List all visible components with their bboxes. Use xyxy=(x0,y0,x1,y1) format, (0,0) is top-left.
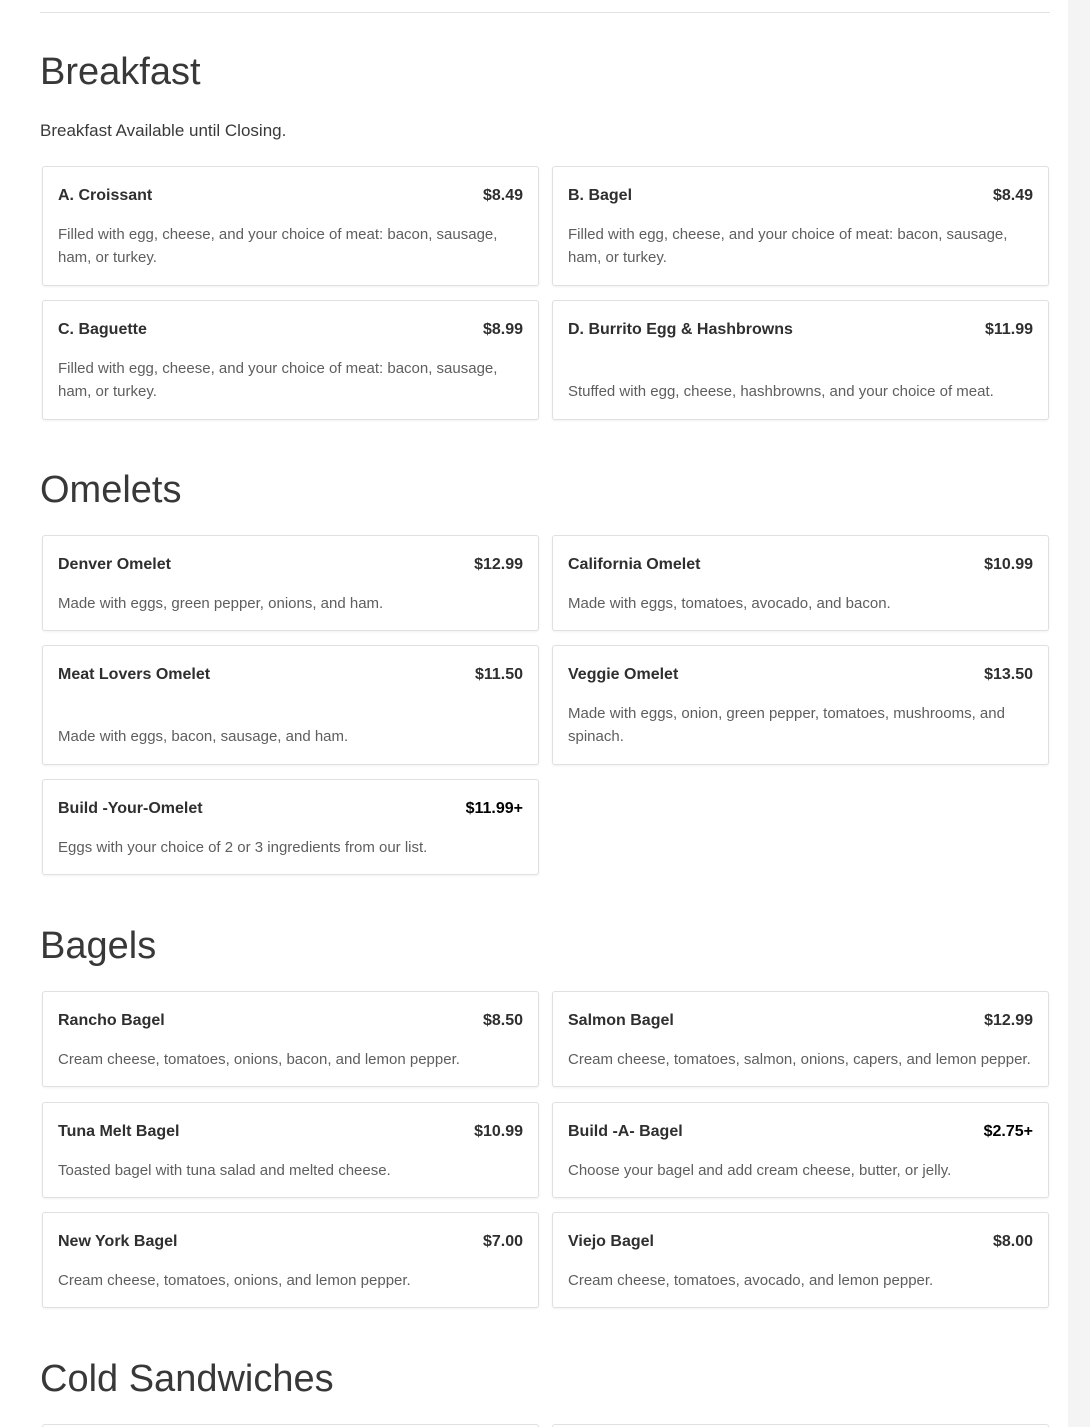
menu-item-card[interactable] xyxy=(42,991,539,1087)
item-price: $13.50 xyxy=(984,666,1033,683)
item-name: New York Bagel xyxy=(58,1233,178,1250)
menu-item-card[interactable] xyxy=(42,645,539,765)
item-name: D. Burrito Egg & Hashbrowns xyxy=(568,321,793,338)
item-price: $8.99 xyxy=(482,321,523,338)
item-name: C. Baguette xyxy=(58,321,147,338)
item-description: Cream cheese, tomatoes, onions, bacon, and lemon pepper. xyxy=(58,1051,460,1068)
item-price: $8.49 xyxy=(992,187,1033,204)
item-description: Made with eggs, onion, green pepper, tomatoes, mushrooms, and spinach. xyxy=(568,705,1005,745)
item-description: Stuffed with egg, cheese, hashbrowns, and your choice of meat. xyxy=(568,383,994,400)
item-price: $10.99 xyxy=(984,556,1033,573)
section-breakfast xyxy=(40,51,1050,140)
item-description: Made with eggs, tomatoes, avocado, and bacon. xyxy=(568,595,891,612)
item-description: Filled with egg, cheese, and your choice of meat: bacon, sausage, ham, or turkey. xyxy=(58,360,498,400)
menu-item-card[interactable] xyxy=(552,645,1049,765)
item-name: Build -A- Bagel xyxy=(568,1123,683,1140)
item-name: Denver Omelet xyxy=(58,556,171,573)
section-cold-sandwiches xyxy=(40,1358,1050,1400)
item-price: $8.50 xyxy=(482,1012,523,1029)
item-price: $11.99 xyxy=(984,321,1033,338)
menu-page xyxy=(40,0,1050,1427)
item-price: $11.50 xyxy=(474,666,523,683)
section-note: Breakfast Available until Closing. xyxy=(40,121,287,140)
menu-item-card[interactable] xyxy=(42,779,539,875)
item-price: $11.99+ xyxy=(465,800,523,817)
item-description: Cream cheese, tomatoes, onions, and lemon pepper. xyxy=(58,1272,411,1289)
menu-item-card[interactable] xyxy=(42,1102,539,1198)
item-price: $2.75+ xyxy=(983,1123,1033,1140)
item-description: Filled with egg, cheese, and your choice of meat: bacon, sausage, ham, or turkey. xyxy=(568,226,1008,266)
section-title: Cold Sandwiches xyxy=(40,1358,334,1400)
menu-item-card[interactable] xyxy=(552,1212,1049,1308)
item-name: Tuna Melt Bagel xyxy=(58,1123,180,1140)
item-name: Rancho Bagel xyxy=(58,1012,165,1029)
item-description: Cream cheese, tomatoes, salmon, onions, capers, and lemon pepper. xyxy=(568,1051,1031,1068)
item-description: Made with eggs, green pepper, onions, and ham. xyxy=(58,595,384,612)
item-description: Made with eggs, bacon, sausage, and ham. xyxy=(58,728,349,745)
item-name: Viejo Bagel xyxy=(568,1233,654,1250)
section-title: Omelets xyxy=(40,469,182,511)
menu-item-card[interactable] xyxy=(42,166,539,286)
item-price: $8.00 xyxy=(992,1233,1033,1250)
item-name: Salmon Bagel xyxy=(568,1012,674,1029)
section-title: Breakfast xyxy=(40,51,201,93)
menu-item-card[interactable] xyxy=(552,166,1049,286)
menu-item-card[interactable] xyxy=(552,991,1049,1087)
menu-item-card[interactable] xyxy=(42,300,539,420)
menu-item-card[interactable] xyxy=(552,1102,1049,1198)
item-name: B. Bagel xyxy=(568,187,633,204)
item-description: Choose your bagel and add cream cheese, butter, or jelly. xyxy=(568,1162,952,1179)
scrollbar-track[interactable] xyxy=(1068,0,1090,1427)
menu-item-card[interactable] xyxy=(42,535,539,631)
item-name: Veggie Omelet xyxy=(568,666,679,683)
section-bagels xyxy=(40,925,1050,967)
menu-item-card[interactable] xyxy=(552,535,1049,631)
section-title: Bagels xyxy=(40,925,157,967)
menu-item-card[interactable] xyxy=(42,1212,539,1308)
item-description: Filled with egg, cheese, and your choice of meat: bacon, sausage, ham, or turkey. xyxy=(58,226,498,266)
menu-item-card[interactable] xyxy=(552,300,1049,420)
item-price: $8.49 xyxy=(482,187,523,204)
item-price: $7.00 xyxy=(482,1233,523,1250)
item-name: California Omelet xyxy=(568,556,701,573)
item-name: Build -Your-Omelet xyxy=(58,800,203,817)
item-price: $12.99 xyxy=(984,1012,1033,1029)
item-description: Toasted bagel with tuna salad and melted cheese. xyxy=(58,1162,391,1179)
item-description: Cream cheese, tomatoes, avocado, and lemon pepper. xyxy=(568,1272,934,1289)
divider xyxy=(40,12,1050,13)
item-description: Eggs with your choice of 2 or 3 ingredients from our list. xyxy=(58,839,428,856)
item-price: $12.99 xyxy=(474,556,523,573)
item-name: Meat Lovers Omelet xyxy=(58,666,211,683)
item-price: $10.99 xyxy=(474,1123,523,1140)
item-name: A. Croissant xyxy=(58,187,153,204)
section-omelets xyxy=(40,469,1050,511)
